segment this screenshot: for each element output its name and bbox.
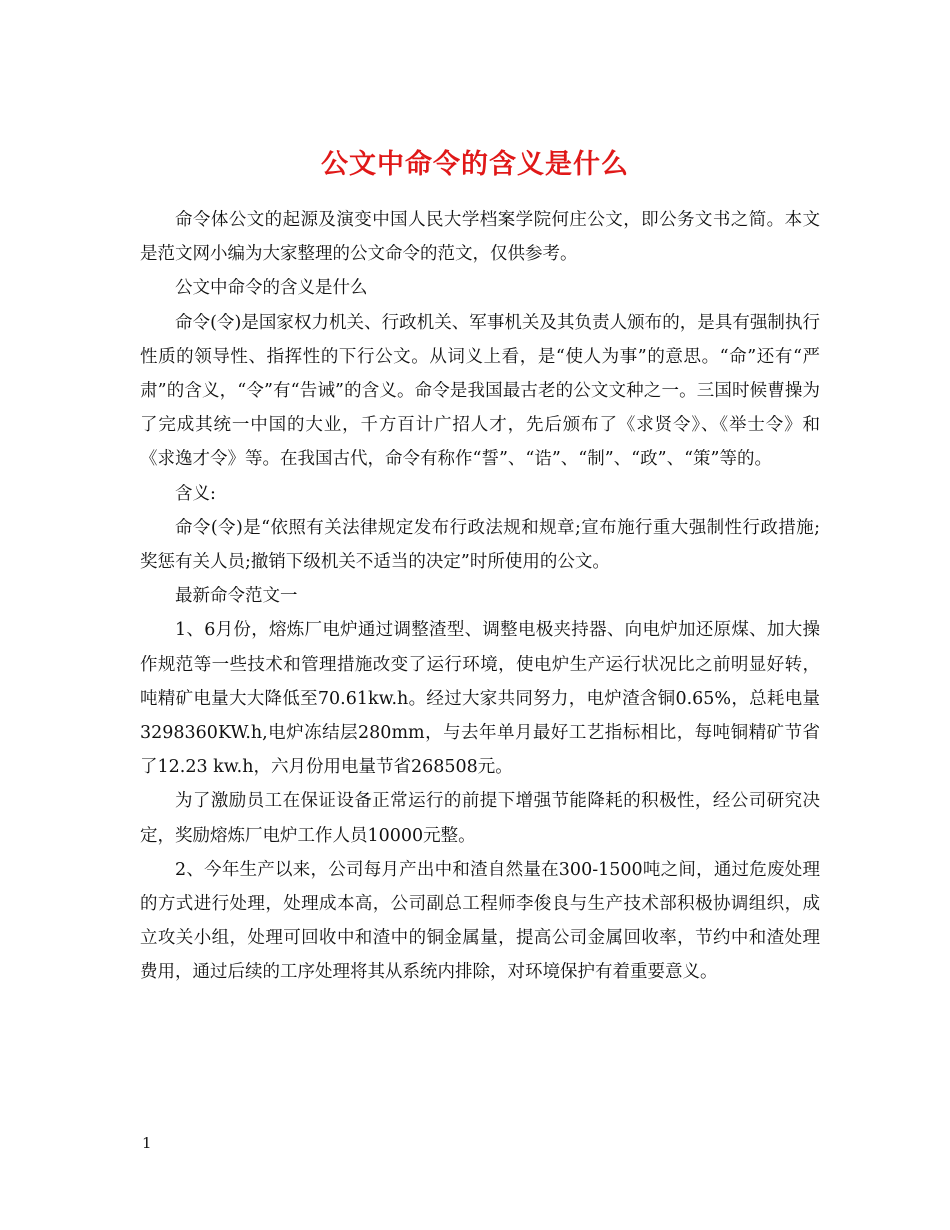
document-body (140, 203, 820, 990)
example-item-1: 1、6月份，熔炼厂电炉通过调整渣型、调整电极夹持器、向电炉加还原煤、加大操作规范等一些技术和管理措施改变了运行环境，使电炉生产运行状况比之前明显好转，吨精矿电量大大降低至70.61kw.h。经过大家共同努力，电炉渣含铜0.65%，总耗电量3298360KW.h,电炉冻结层280mm，与去年单月最好工艺指标相比，每吨铜精矿节省了12.23 kw.h，六月份用电量节省268508元。 (140, 620, 820, 778)
example-heading: 最新命令范文一 (175, 586, 298, 607)
definition-paragraph: 命令(令)是国家权力机关、行政机关、军事机关及其负责人颁布的，是具有强制执行性质的领导性、指挥性的下行公文。从词义上看，是“使人为事”的意思。“命”还有“严肃”的含义，“令”有“告诫”的含义。命令是我国最古老的公文文种之一。三国时候曹操为了完成其统一中国的大业，千方百计广招人才，先后颁布了《求贤令》、《举士令》和《求逸才令》等。在我国古代，命令有称作“誓”、“诰”、“制”、“政”、“策”等的。 (140, 312, 820, 470)
section-heading: 公文中命令的含义是什么 (175, 278, 368, 299)
meaning-paragraph: 命令(令)是“依照有关法律规定发布行政法规和规章;宣布施行重大强制性行政措施;奖惩有关人员;撤销下级机关不适当的决定”时所使用的公文。 (140, 517, 820, 573)
reward-paragraph: 为了激励员工在保证设备正常运行的前提下增强节能降耗的积极性，经公司研究决定，奖励熔炼厂电炉工作人员10000元整。 (140, 791, 820, 846)
page-number: 1 (142, 1134, 152, 1152)
meaning-label: 含义: (175, 483, 216, 504)
document-title: 公文中命令的含义是什么 (321, 149, 629, 181)
example-item-2: 2、今年生产以来，公司每月产出中和渣自然量在300-1500吨之间，通过危废处理的方式进行处理，处理成本高，公司副总工程师李俊良与生产技术部积极协调组织，成立攻关小组，处理可回收中和渣中的铜金属量，提高公司金属回收率，节约中和渣处理费用，通过后续的工序处理将其从系统内排除，对环境保护有着重要意义。 (140, 859, 820, 983)
intro-paragraph: 命令体公文的起源及演变中国人民大学档案学院何庄公文，即公务文书之简。本文是范文网小编为大家整理的公文命令的范文，仅供参考。 (140, 210, 820, 265)
